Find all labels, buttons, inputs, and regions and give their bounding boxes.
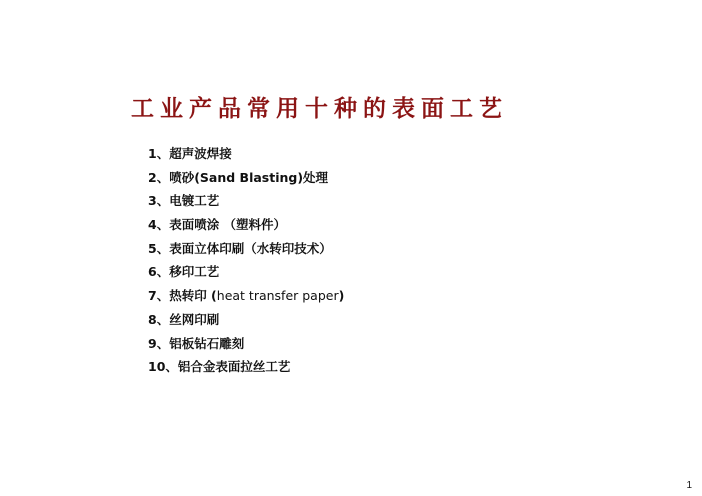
list-item: 6、移印工艺 xyxy=(148,264,220,280)
list-item: 4、表面喷涂 （塑料件） xyxy=(148,217,287,233)
slide-title: 工业产品常用十种的表面工艺 xyxy=(131,95,508,122)
list-item: 1、超声波焊接 xyxy=(148,146,232,161)
list-item: 9、铝板钻石雕刻 xyxy=(148,335,245,351)
list-item: 5、表面立体印刷（水转印技术） xyxy=(148,240,332,256)
list-item-suffix: ) xyxy=(338,288,345,304)
list-item: 3、电镀工艺 xyxy=(148,193,220,209)
list-item-english-term: heat transfer paper xyxy=(216,288,339,304)
list-item: 10、铝合金表面拉丝工艺 xyxy=(148,359,291,375)
process-list xyxy=(148,145,344,382)
list-item: 8、丝网印刷 xyxy=(148,311,220,327)
list-item xyxy=(148,287,344,311)
page-number: 1 xyxy=(686,480,692,491)
list-item-prefix: 7、热转印 ( xyxy=(148,288,217,304)
list-item: 2、喷砂(Sand Blasting)处理 xyxy=(148,169,329,185)
